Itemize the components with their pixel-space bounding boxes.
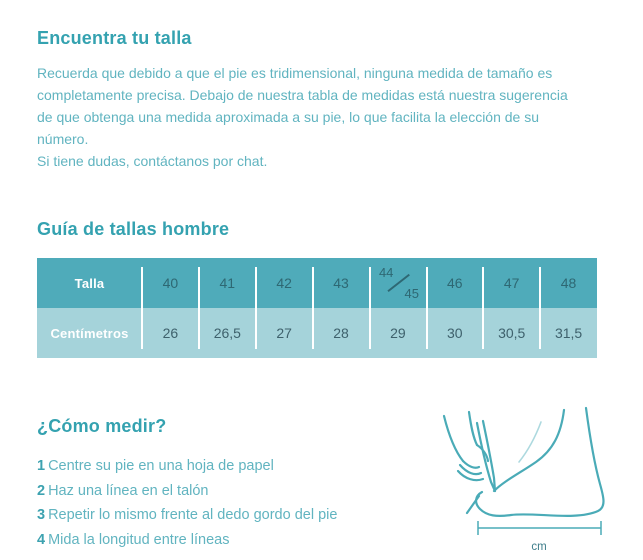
foot-instep-line xyxy=(494,410,564,491)
how-to-measure-text xyxy=(37,408,417,560)
size-cell: 48 xyxy=(540,258,597,308)
column-divider xyxy=(255,267,257,349)
row-label-centimetros: Centímetros xyxy=(37,308,142,358)
measure-step xyxy=(37,454,417,479)
cm-cell: 30 xyxy=(426,308,483,358)
measure-step xyxy=(37,479,417,504)
column-divider xyxy=(369,267,371,349)
split-size-44-45 xyxy=(376,264,420,302)
step-text: Haz una línea en el talón xyxy=(48,482,209,499)
column-divider xyxy=(141,267,143,349)
column-divider xyxy=(312,267,314,349)
size-guide-section xyxy=(37,219,633,358)
row-label-talla: Talla xyxy=(37,258,142,308)
size-cell: 46 xyxy=(426,258,483,308)
hand-finger-1 xyxy=(463,461,479,468)
column-divider xyxy=(426,267,428,349)
step-number: 2 xyxy=(37,482,46,499)
size-cell: 41 xyxy=(199,258,256,308)
cm-cell: 26,5 xyxy=(199,308,256,358)
size-cell: 40 xyxy=(142,258,199,308)
foot-measuring-illustration xyxy=(417,400,643,560)
hand-wrist-line xyxy=(444,416,463,461)
column-divider xyxy=(482,267,484,349)
intro-paragraph: Recuerda que debido a que el pie es tridimensional, ninguna medida de tamaño es completamente precisa. Debajo de nuestra tabla de medidas está nuestra sugerencia de que obtenga una medida aproximada a su pie, lo que facilita la elección de su número. xyxy=(37,65,568,147)
cm-cell: 27 xyxy=(256,308,313,358)
how-to-measure-title: ¿Cómo medir? xyxy=(37,416,167,436)
measure-steps-list xyxy=(37,454,417,552)
column-divider xyxy=(198,267,200,349)
size-cell: 47 xyxy=(483,258,540,308)
intro-section xyxy=(37,28,633,172)
step-number: 3 xyxy=(37,507,46,523)
cm-cell: 28 xyxy=(313,308,370,358)
step-number: 1 xyxy=(37,458,46,474)
cm-cell: 31,5 xyxy=(540,308,597,358)
step-number: 4 xyxy=(37,531,46,548)
cm-cell: 29 xyxy=(370,308,427,358)
ruler-unit-label: cm xyxy=(531,541,547,553)
measure-step xyxy=(37,503,417,528)
size-cell: 43 xyxy=(313,258,370,308)
step-text: Mida la longitud entre líneas xyxy=(48,531,230,548)
how-to-measure-section xyxy=(37,408,633,560)
cm-cell: 30,5 xyxy=(483,308,540,358)
intro-paragraph-last: Si tiene dudas, contáctanos por chat. xyxy=(37,153,268,169)
measurement-ruler xyxy=(478,521,601,535)
step-text: Repetir lo mismo frente al dedo gordo del pie xyxy=(48,507,338,523)
size-cell-44-45 xyxy=(370,258,427,308)
split-size-bottom: 45 xyxy=(404,286,419,301)
cm-cell: 26 xyxy=(142,308,199,358)
foot-inner-sketch-line xyxy=(519,422,541,462)
size-guide-title: Guía de tallas hombre xyxy=(37,219,230,239)
illustration-area xyxy=(417,408,643,560)
hand-wrist-inner-line xyxy=(469,412,477,445)
intro-title: Encuentra tu talla xyxy=(37,28,192,48)
step-text: Centre su pie en una hoja de papel xyxy=(48,458,274,474)
size-table xyxy=(37,258,597,358)
column-divider xyxy=(539,267,541,349)
size-cell: 42 xyxy=(256,258,313,308)
split-size-top: 44 xyxy=(378,265,394,280)
